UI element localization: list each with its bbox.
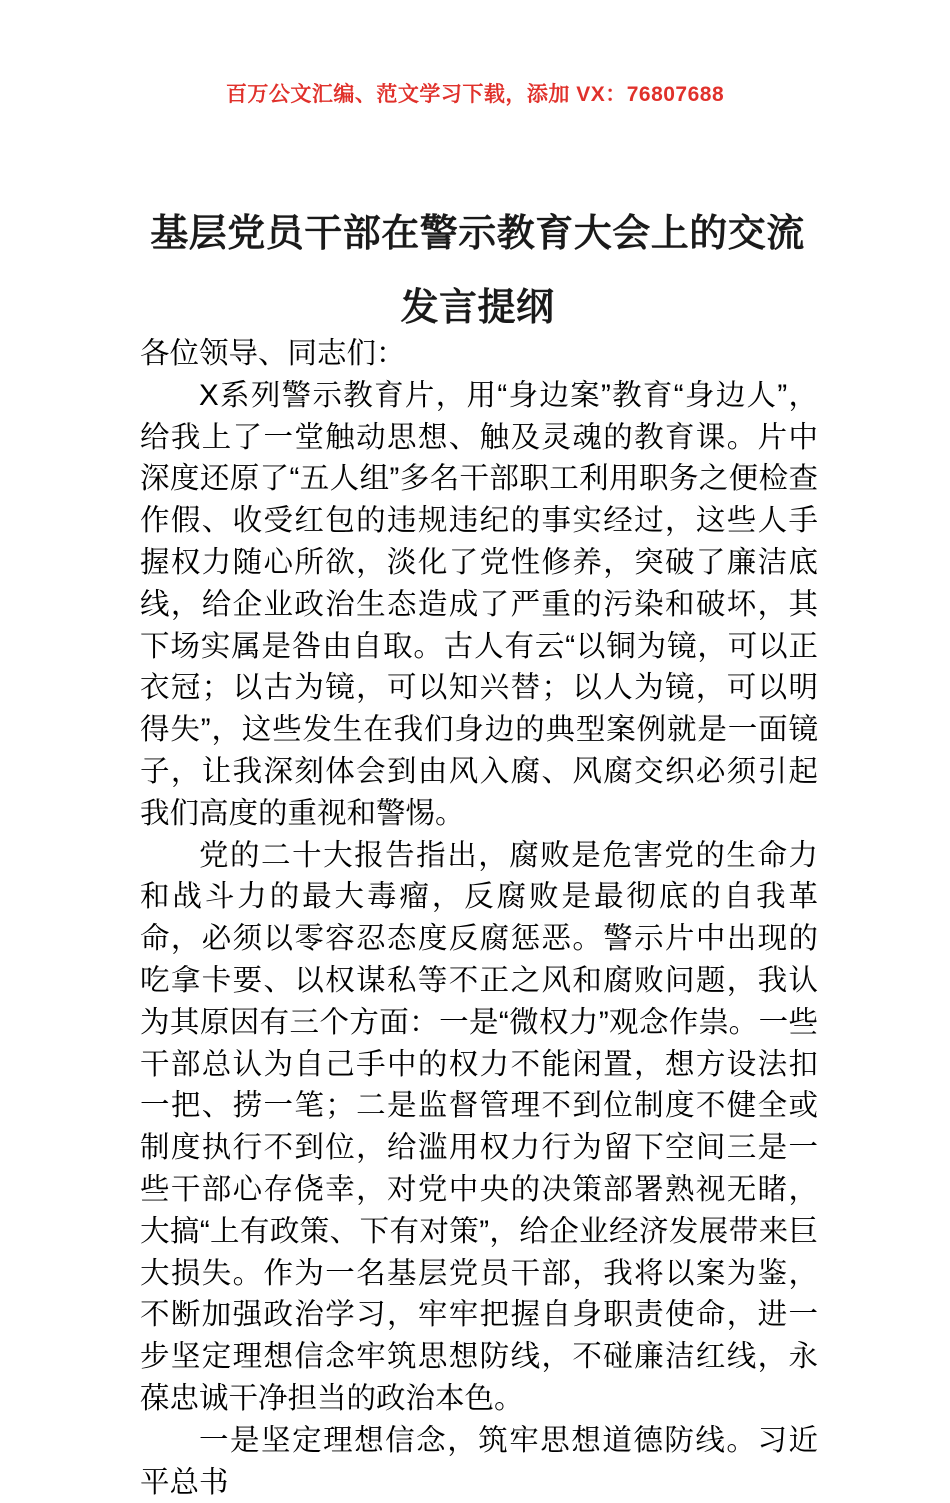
page-title: 基层党员干部在警示教育大会上的交流发言提纲: [150, 213, 805, 330]
body-paragraph-1: X系列警示教育片，用“身边案”教育“身边人”，给我上了一堂触动思想、触及灵魂的教育课。片中深度还原了“五人组”多名干部职工利用职务之便检查作假、收受红包的违规违纪的事实经过，这些人手握权力随心所欲，淡化了党性修养，突破了廉洁底线，给企业政治生态造成了严重的污染和破坏，其下场实属是咎由自取。古人有云“以铜为镜，可以正衣冠；以古为镜，可以知兴替；以人为镜，可以明得失”，这些发生在我们身边的典型案例就是一面镜子，让我深刻体会到由风入腐、风腐交织必须引起我们高度的重视和警惕。: [140, 378, 818, 830]
promo-header-banner: 百万公文汇编、范文学习下载，添加 VX：76807688: [225, 83, 725, 106]
salutation-line: 各位领导、同志们：: [140, 337, 406, 370]
body-paragraph-2: 党的二十大报告指出，腐败是危害党的生命力和战斗力的最大毒瘤，反腐败是最彻底的自我革命，必须以零容忍态度反腐惩恶。警示片中出现的吃拿卡要、以权谋私等不正之风和腐败问题，我认为其原因有三个方面：一是“微权力”观念作祟。一些干部总认为自己手中的权力不能闲置，想方设法扣一把、捞一笔；二是监督管理不到位制度不健全或制度执行不到位，给滥用权力行为留下空间三是一些干部心存侥幸，对党中央的决策部署熟视无睹，大搞“上有政策、下有对策”，给企业经济发展带来巨大损失。作为一名基层党员干部，我将以案为鉴，不断加强政治学习，牢牢把握自身职责使命，进一步坚定理想信念牢筑思想防线，不碰廉洁红线，永葆忠诚干净担当的政治本色。: [140, 838, 818, 1415]
document-body: [140, 333, 818, 1503]
body-paragraph-3: 一是坚定理想信念，筑牢思想道德防线。习近平总书: [140, 1423, 818, 1499]
